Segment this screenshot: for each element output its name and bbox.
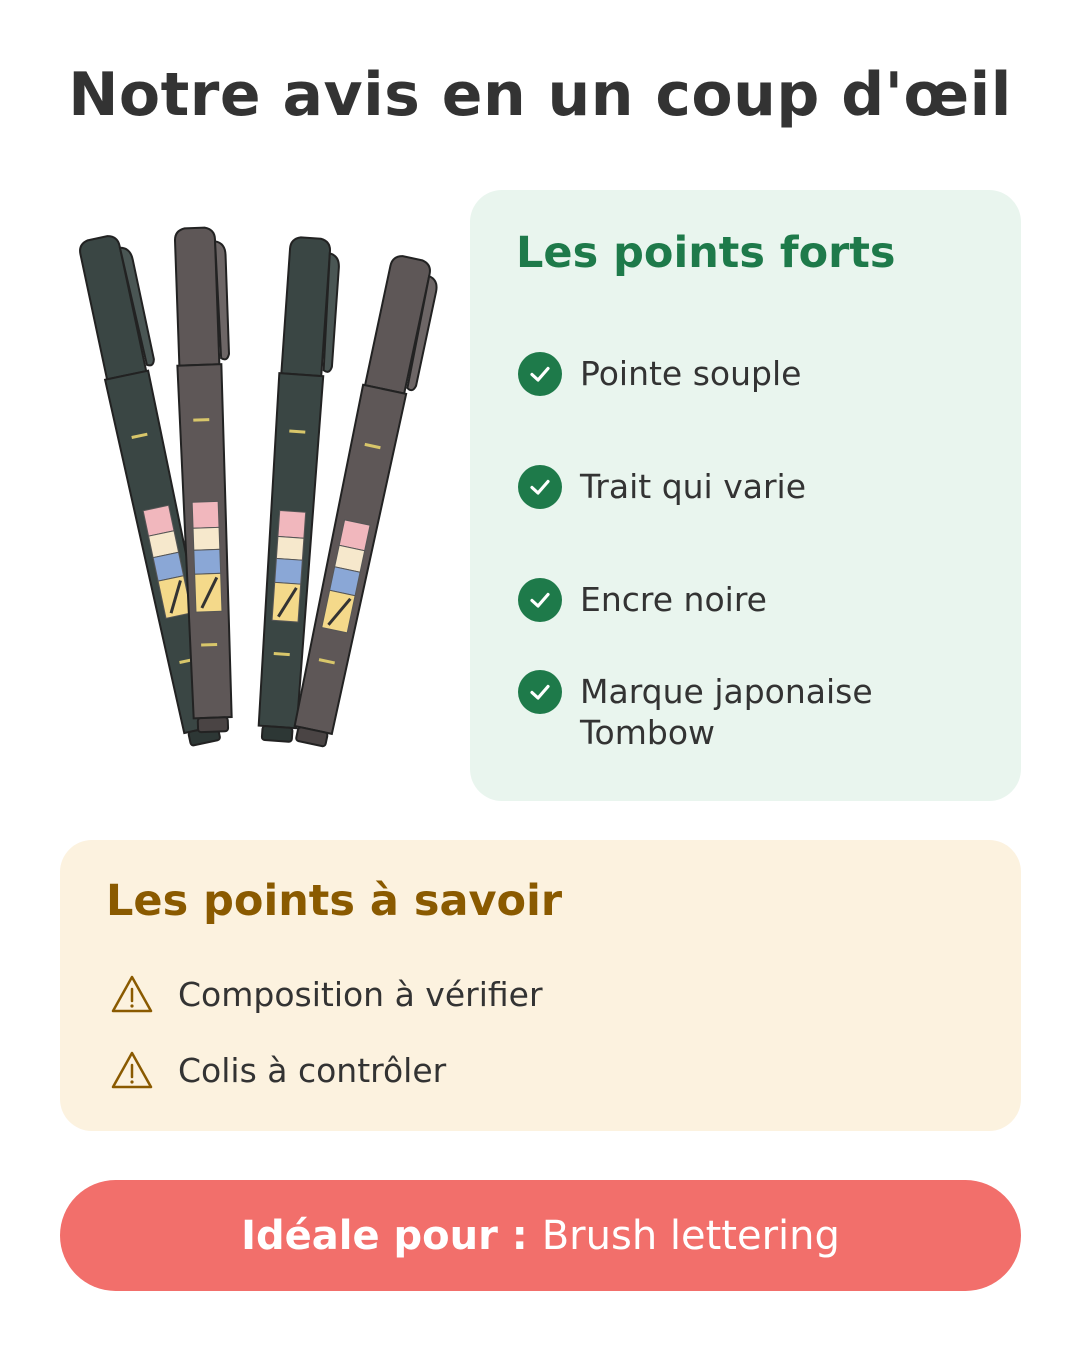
- ideal-for-button[interactable]: [60, 1180, 1021, 1291]
- check-circle-icon: [518, 670, 562, 714]
- pro-item-label: Marque japonaise Tombow: [580, 672, 873, 752]
- cons-card: [60, 840, 1021, 1131]
- con-item-label: Composition à vérifier: [178, 974, 543, 1014]
- page-title: Notre avis en un coup d'œil: [68, 60, 1012, 130]
- pro-item: [518, 352, 978, 396]
- pros-title: Les points forts: [516, 228, 896, 278]
- con-item-label: Colis à contrôler: [178, 1050, 447, 1090]
- cta-label: Brush lettering: [541, 1212, 840, 1259]
- check-circle-icon: [518, 578, 562, 622]
- pro-item: [518, 578, 978, 622]
- cons-title: Les points à savoir: [106, 876, 563, 926]
- check-circle-icon: [518, 352, 562, 396]
- brush-pens-illustration: [40, 220, 460, 780]
- warning-icon: [110, 1050, 154, 1090]
- warning-icon: [110, 974, 154, 1014]
- pro-item: [518, 670, 898, 753]
- pro-item-label: Trait qui varie: [580, 467, 807, 506]
- pros-card: [470, 190, 1021, 801]
- con-item: [110, 974, 543, 1014]
- cta-strong-label: Idéale pour :: [241, 1212, 528, 1259]
- con-item: [110, 1050, 446, 1090]
- check-circle-icon: [518, 465, 562, 509]
- pro-item: [518, 465, 978, 509]
- pro-item-label: Pointe souple: [580, 354, 802, 393]
- pro-item-label: Encre noire: [580, 580, 767, 619]
